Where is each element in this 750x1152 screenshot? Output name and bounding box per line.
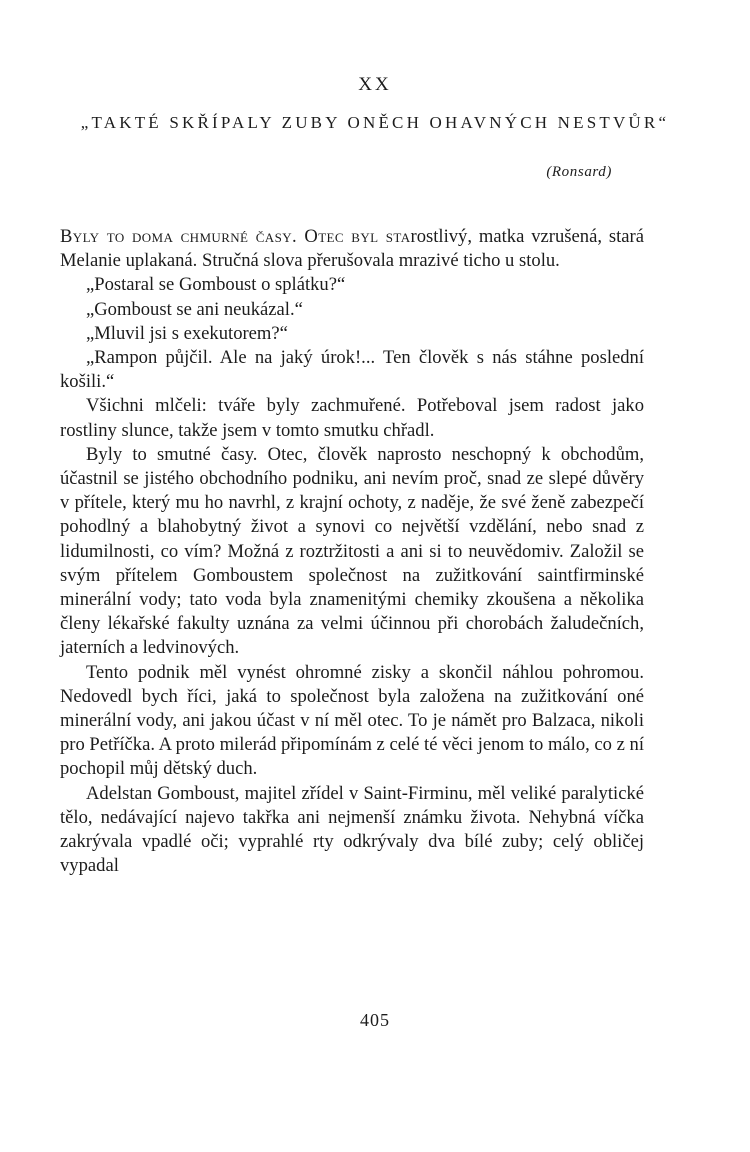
- paragraph: Tento podnik měl vynést ohromné zisky a skončil náhlou pohromou. Nedovedl bych říci, jaká to společnost byla založena na zužitkování oné minerální vody, ani jakou účast v ní měl otec. To je námět pro Balzaca, nikoli pro Petříčka. A proto milerád připomínám z celé té věci jenom to málo, co z ní pochopil můj dětský duch.: [60, 661, 644, 780]
- paragraph: Byly to smutné časy. Otec, člověk naprosto neschopný k obchodům, účastnil se jistého obchodního podniku, ani nevím proč, snad ze slepé důvěry v přítele, který mu ho navrhl, z krajní ochoty, z naděje, že své ženě zabezpečí pohodlný a blahobytný život a synovi co největší vzdělání, nebo snad z lidumilnosti, co vím? Možná z roztržitosti a ani si to neuvědomiv. Založil se svým přítelem Gomboustem společnost na zužitkování saintfirminské minerální vody; tato voda byla znamenitými chemiky zkoušena a několika členy lékařské fakulty uznána za velmi účinnou při chorobách žaludečních, jaterních a ledvinových.: [60, 443, 644, 659]
- paragraph: Adelstan Gomboust, majitel zřídel v Saint-Firminu, měl veliké paralytické tělo, nedávající najevo takřka ani nejmenší známku života. Nehybná víčka zakrývala vpadlé oči; vyprahlé rty odkrývaly dva bílé zuby; celý obličej vypadal: [60, 782, 644, 877]
- dialogue-line: „Rampon půjčil. Ale na jaký úrok!... Ten člověk s nás stáhne poslední košili.“: [60, 347, 644, 393]
- dialogue-line: „Postaral se Gomboust o splátku?“: [86, 274, 346, 296]
- opening-lead: Byly to doma chmurné časy. Otec byl sta: [60, 226, 411, 247]
- paragraph-text: rostlivý, matka vzrušená, stará Melanie uplakaná. Stručná slova přerušovala mrazivé ticho u stolu.: [60, 226, 644, 272]
- chapter-body: [60, 225, 644, 878]
- dialogue-line: „Gomboust se ani neukázal.“: [86, 298, 303, 320]
- page-number: 405: [360, 1010, 390, 1030]
- chapter-number: XX: [358, 74, 392, 95]
- chapter-title: „TAKTÉ SKŘÍPALY ZUBY ONĚCH OHAVNÝCH NESTVŮR“: [80, 113, 670, 132]
- opening-paragraph: [60, 225, 644, 273]
- epigraph-source: (Ronsard): [546, 164, 612, 180]
- dialogue-line: „Mluvil jsi s exekutorem?“: [86, 322, 288, 344]
- paragraph: Všichni mlčeli: tváře byly zachmuřené. Potřeboval jsem radost jako rostliny slunce, takže jsem v tomto smutku chřadl.: [60, 395, 644, 441]
